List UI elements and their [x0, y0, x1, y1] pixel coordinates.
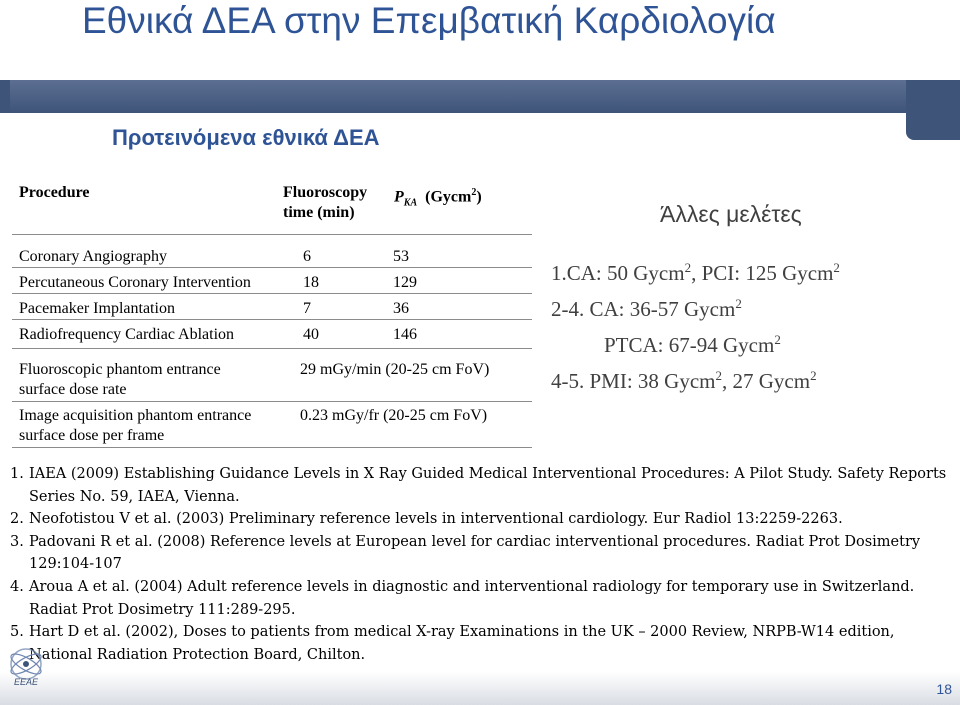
row-rule	[12, 348, 532, 349]
header-corner-tab	[906, 80, 960, 140]
table-row-pka: 129	[393, 274, 417, 291]
table-row-pka: 36	[393, 300, 409, 317]
other-study-sup: 2	[715, 368, 722, 383]
pka-subscript: KA	[403, 197, 418, 209]
reference-item	[10, 621, 950, 666]
svg-text:ΕΕΑΕ: ΕΕΑΕ	[14, 677, 39, 687]
reference-text: Padovani R et al. (2008) Reference levels at European level for cardiac interventional procedures. Radiat Prot Dosimetry 129:104-107	[29, 533, 921, 573]
table-row-procedure: Radiofrequency Cardiac Ablation	[19, 326, 235, 343]
row-rule	[12, 293, 532, 294]
reference-item	[10, 463, 950, 508]
header-bar	[0, 80, 906, 113]
phantom-row-value: 29 mGy/min (20-25 cm FoV)	[300, 361, 490, 378]
reference-number: 2.	[10, 511, 24, 528]
reference-item	[10, 508, 950, 531]
other-study-text: 2-4. CA: 36-57 Gycm	[551, 297, 736, 321]
other-study-sup: 2	[774, 332, 781, 347]
reference-number: 4.	[10, 578, 24, 595]
other-study-text: , 27 Gycm	[722, 369, 811, 393]
reference-item	[10, 531, 950, 576]
phantom-row-label: Image acquisition phantom entrance	[19, 407, 252, 424]
reference-item	[10, 576, 950, 621]
phantom-row-label: surface dose rate	[19, 381, 127, 398]
phantom-row-label: Fluoroscopic phantom entrance	[19, 361, 221, 378]
references-list	[10, 463, 950, 666]
other-study-text: , PCI: 125 Gycm	[691, 261, 834, 285]
header-rule	[12, 234, 532, 235]
row-rule	[12, 401, 532, 402]
page-number: 18	[936, 681, 952, 697]
reference-text: Neofotistou V et al. (2003) Preliminary reference levels in interventional cardiology. Eur Radiol 13:2259-2263.	[29, 511, 843, 528]
pka-unit-end: )	[476, 188, 482, 206]
table-row-fluoro: 40	[303, 326, 319, 343]
pka-unit-sup: 2	[471, 187, 477, 198]
eeae-logo-icon	[4, 644, 56, 688]
reference-levels-table	[12, 164, 532, 449]
reference-number: 3.	[10, 533, 24, 550]
other-study-text: 4-5. PMI: 38 Gycm	[551, 369, 716, 393]
reference-text: IAEA (2009) Establishing Guidance Levels in X Ray Guided Medical Interventional Procedures: A Pilot Study. Safety Reports Series No. 59, IAEA, Vienna.	[29, 466, 947, 505]
table-row-procedure: Coronary Angiography	[19, 248, 167, 265]
other-study-text: PTCA: 67-94 Gycm	[604, 333, 775, 357]
column-header-fluoro-line2: time (min)	[283, 204, 355, 221]
table-bottom-rule	[12, 447, 532, 448]
table-row-pka: 146	[393, 326, 417, 343]
reference-number: 1.	[10, 466, 24, 482]
other-study-line	[551, 368, 817, 394]
other-study-sup: 2	[833, 260, 840, 275]
other-study-sup: 2	[684, 260, 692, 275]
table-row-pka: 53	[393, 248, 409, 265]
other-study-line	[551, 296, 742, 322]
other-study-sup: 2	[810, 368, 817, 383]
other-study-sup: 2	[735, 296, 742, 311]
pka-unit: (Gycm	[425, 188, 472, 206]
phantom-row-value: 0.23 mGy/fr (20-25 cm FoV)	[300, 407, 488, 424]
header-bar-edge	[0, 80, 10, 113]
other-study-line	[604, 332, 781, 358]
table-row-fluoro: 18	[303, 274, 319, 291]
table-row-fluoro: 6	[303, 248, 311, 265]
row-rule	[12, 319, 532, 320]
table-row-fluoro: 7	[303, 300, 311, 317]
table-row-procedure: Percutaneous Coronary Intervention	[19, 274, 251, 291]
column-header-pka	[394, 183, 482, 213]
other-study-text: 1.CA: 50 Gycm	[551, 261, 685, 285]
other-studies-title: Άλλες μελέτες	[660, 201, 802, 227]
pka-symbol: P	[394, 188, 404, 206]
reference-number: 5.	[10, 624, 24, 641]
table-row-procedure: Pacemaker Implantation	[19, 300, 175, 317]
other-study-line	[551, 260, 840, 286]
row-rule	[12, 267, 532, 268]
reference-text: Hart D et al. (2002), Doses to patients from medical X-ray Examinations in the UK – 2000 Review, NRPB-W14 edition, National Radiation Protection Board, Chilton.	[29, 624, 895, 663]
column-header-fluoro-line1: Fluoroscopy	[283, 184, 368, 201]
column-header-procedure: Procedure	[19, 184, 90, 201]
footer-bar	[0, 672, 960, 705]
slide-subtitle: Προτεινόμενα εθνικά ΔΕΑ	[112, 125, 380, 150]
phantom-row-label: surface dose per frame	[19, 427, 165, 444]
slide-title: Εθνικά ΔΕΑ στην Επεμβατική Καρδιολογία	[82, 0, 776, 41]
reference-text: Aroua A et al. (2004) Adult reference levels in diagnostic and interventional radiology for temporary use in Switzerland. Radiat Prot Dosimetry 111:289-295.	[29, 578, 915, 618]
